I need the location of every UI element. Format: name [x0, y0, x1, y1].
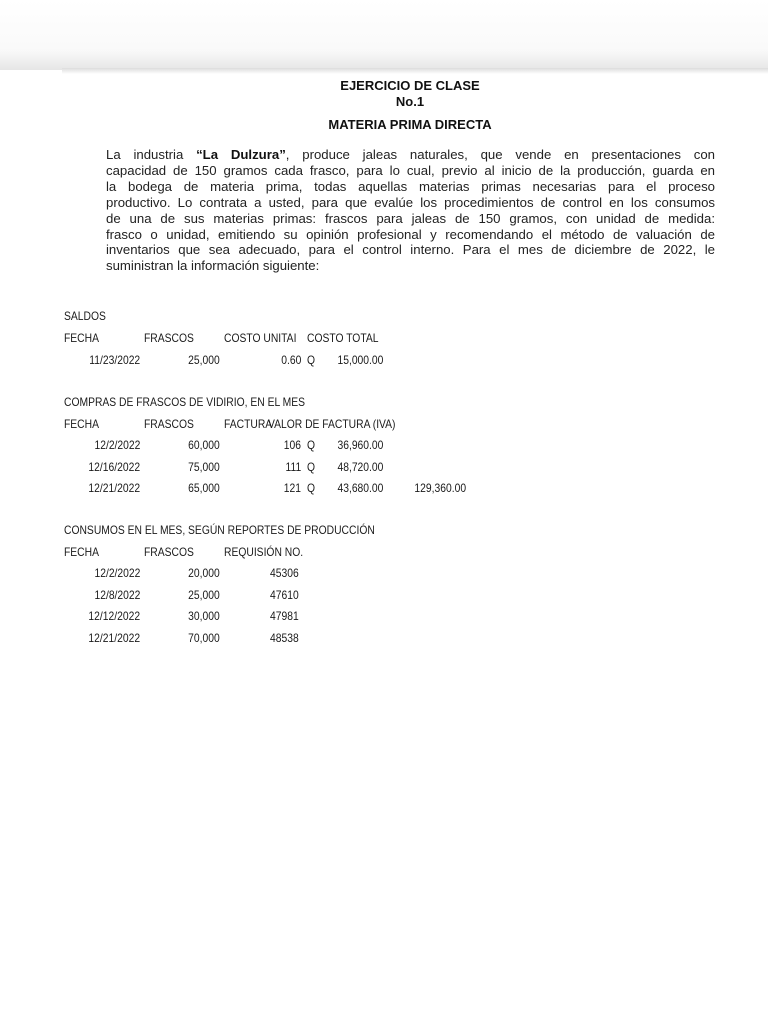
doc-subtitle: MATERIA PRIMA DIRECTA	[328, 117, 492, 132]
table-cell: 111	[285, 460, 301, 474]
table-cell: 43,680.00	[337, 481, 383, 495]
compras-header-frascos: FRASCOS	[144, 417, 194, 431]
saldos-title: SALDOS	[64, 309, 106, 323]
currency-symbol: Q	[307, 460, 316, 474]
table-cell: 25,000	[188, 588, 220, 602]
table-cell: 0.60	[280, 353, 301, 367]
saldos-header-costo-total: COSTO TOTAL	[307, 331, 379, 345]
table-cell: 15,000.00	[337, 353, 383, 367]
table-cell: 121	[283, 481, 301, 495]
table-cell: 12/8/2022	[94, 588, 140, 602]
table-cell: 48,720.00	[337, 460, 383, 474]
doc-title: EJERCICIO DE CLASE	[340, 78, 480, 93]
table-cell: 47981	[270, 609, 299, 623]
compras-total: 129,360.00	[414, 481, 466, 495]
table-cell: 20,000	[188, 566, 220, 580]
consumos-header-fecha: FECHA	[64, 545, 99, 559]
company-name: “La Dulzura”	[196, 147, 286, 162]
table-cell: 75,000	[188, 460, 220, 474]
compras-header-valor: VALOR DE FACTURA (IVA)	[268, 417, 396, 431]
currency-symbol: Q	[307, 438, 316, 452]
table-cell: 25,000	[188, 353, 220, 367]
table-cell: 12/2/2022	[94, 438, 140, 452]
intro-line-5: de una de sus materias primas: frascos para jaleas de 150 gramos, con unidad de medida:	[106, 210, 715, 226]
intro-paragraph	[106, 147, 715, 274]
saldos-header-frascos: FRASCOS	[144, 331, 194, 345]
table-cell: 48538	[270, 631, 299, 645]
intro-line-7: inventarios que sea adecuado, para el control interno. Para el mes de diciembre de 2022, le	[106, 242, 715, 258]
compras-header-factura: FACTURA	[224, 417, 273, 431]
intro-line-2: capacidad de 150 gramos cada frasco, para lo cual, previo al inicio de la producción, guarda en	[106, 162, 715, 178]
table-cell: 65,000	[188, 481, 220, 495]
consumos-title: CONSUMOS EN EL MES, SEGÚN REPORTES DE PRODUCCIÓN	[64, 523, 375, 537]
table-cell: 12/12/2022	[88, 609, 140, 623]
currency-symbol: Q	[307, 353, 316, 367]
intro-line-6: frasco o unidad, emitiendo su opinión profesional y recomendando el método de valuación de	[106, 226, 715, 242]
saldos-header-costo-unitario: COSTO UNITAI	[224, 331, 297, 345]
table-cell: 70,000	[188, 631, 220, 645]
intro-line-8: suministran la información siguiente:	[106, 258, 320, 274]
table-cell: 45306	[270, 566, 299, 580]
page-top-shadow	[0, 0, 768, 70]
page-edge	[62, 68, 768, 74]
table-cell: 106	[283, 438, 301, 452]
table-cell: 36,960.00	[337, 438, 383, 452]
table-cell: 12/21/2022	[88, 481, 140, 495]
table-cell: 11/23/2022	[89, 353, 140, 367]
table-cell: 12/2/2022	[94, 566, 140, 580]
consumos-header-frascos: FRASCOS	[144, 545, 194, 559]
compras-title: COMPRAS DE FRASCOS DE VIDIRIO, EN EL MES	[64, 395, 306, 409]
table-cell: 12/21/2022	[88, 631, 140, 645]
consumos-header-requisicion: REQUISIÓN NO.	[224, 545, 304, 559]
table-cell: 12/16/2022	[88, 460, 140, 474]
intro-line-4: productivo. Lo contrata a usted, para que evalúe los procedimientos de control en los consumos	[106, 194, 715, 210]
table-cell: 60,000	[188, 438, 220, 452]
intro-line-3: la bodega de materia prima, todas aquellas materias primas necesarias para el proceso	[106, 178, 715, 194]
doc-number: No.1	[395, 94, 425, 109]
saldos-header-fecha: FECHA	[64, 331, 99, 345]
compras-header-fecha: FECHA	[64, 417, 99, 431]
table-cell: 47610	[270, 588, 299, 602]
intro-line-1: La industria “La Dulzura”, produce jaleas naturales, que vende en presentaciones con	[106, 147, 716, 162]
table-cell: 30,000	[188, 609, 220, 623]
currency-symbol: Q	[307, 481, 316, 495]
